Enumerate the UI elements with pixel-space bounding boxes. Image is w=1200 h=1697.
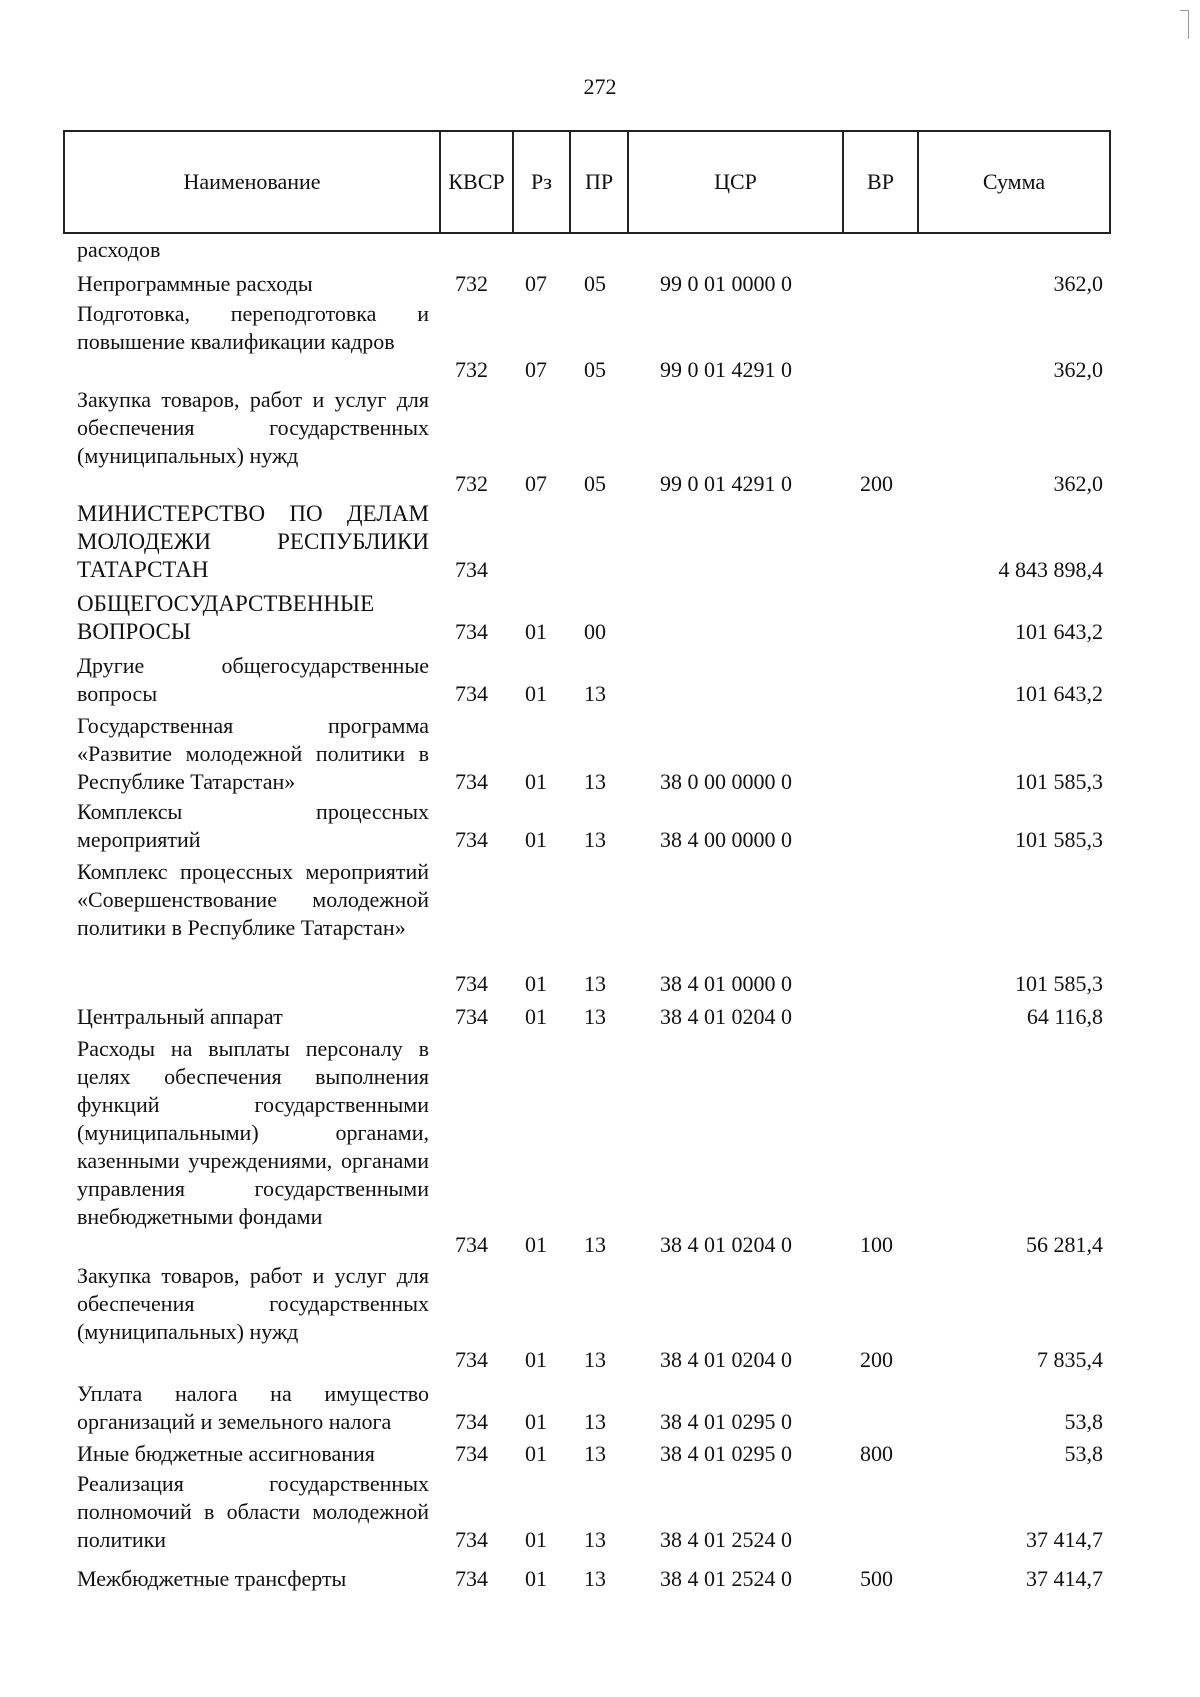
- row-pr: 13: [584, 1441, 606, 1466]
- table-header: [63, 130, 1111, 234]
- column-header-name: Наименование: [65, 132, 441, 232]
- table-row: [0, 500, 1200, 584]
- row-pr: 13: [584, 1566, 606, 1591]
- row-pr: 05: [584, 471, 606, 496]
- table-row: [0, 236, 1200, 264]
- column-header-kvsr: КВСР: [441, 132, 514, 232]
- row-pr: 13: [584, 769, 606, 794]
- row-sum: 37 414,7: [1026, 1566, 1103, 1591]
- row-pr: 13: [584, 971, 606, 996]
- row-kvsr: 734: [455, 1527, 488, 1552]
- row-rz: 01: [525, 1004, 547, 1029]
- row-sum: 362,0: [1053, 271, 1103, 296]
- table-row: [0, 1380, 1200, 1436]
- table-row: [0, 858, 1200, 998]
- row-kvsr: 734: [455, 557, 488, 582]
- row-sum: 56 281,4: [1026, 1232, 1103, 1257]
- table-row: [0, 1262, 1200, 1374]
- table-row: [0, 300, 1200, 384]
- row-pr: 00: [584, 619, 606, 644]
- row-pr: 13: [584, 1409, 606, 1434]
- row-csr: 38 4 01 0000 0: [660, 971, 792, 996]
- row-name: Комплексы процессных мероприятий: [77, 799, 429, 852]
- row-name: Комплекс процессных мероприятий «Совершенствование молодежной политики в Республике Татарстан»: [77, 859, 429, 940]
- row-vr: 800: [860, 1441, 893, 1466]
- row-pr: 13: [584, 827, 606, 852]
- table-row: [0, 1565, 1200, 1593]
- row-pr: 13: [584, 681, 606, 706]
- row-csr: 38 4 00 0000 0: [660, 827, 792, 852]
- row-kvsr: 732: [455, 271, 488, 296]
- row-sum: 362,0: [1053, 357, 1103, 382]
- row-rz: 01: [525, 971, 547, 996]
- row-sum: 362,0: [1053, 471, 1103, 496]
- row-kvsr: 734: [455, 1004, 488, 1029]
- row-rz: 01: [525, 681, 547, 706]
- column-header-sum: Сумма: [982, 169, 1046, 194]
- row-pr: 13: [584, 1347, 606, 1372]
- row-sum: 101 585,3: [1015, 971, 1103, 996]
- table-row: [0, 386, 1200, 498]
- column-header-rz: Рз: [514, 132, 571, 232]
- row-kvsr: 734: [455, 1347, 488, 1372]
- row-name: Закупка товаров, работ и услуг для обеспечения государственных (муниципальных) нужд: [77, 1263, 429, 1344]
- row-name: Государственная программа «Развитие молодежной политики в Республике Татарстан»: [77, 713, 429, 794]
- table-row: [0, 652, 1200, 708]
- row-csr: 99 0 01 4291 0: [660, 471, 792, 496]
- table-row: [0, 270, 1200, 298]
- row-kvsr: 734: [455, 827, 488, 852]
- row-kvsr: 734: [455, 971, 488, 996]
- row-pr: 05: [584, 357, 606, 382]
- row-csr: 38 4 01 0295 0: [660, 1409, 792, 1434]
- row-sum: 7 835,4: [1037, 1347, 1103, 1372]
- row-csr: 38 4 01 0204 0: [660, 1347, 792, 1372]
- row-kvsr: 734: [455, 1566, 488, 1591]
- table-row: [0, 712, 1200, 796]
- row-rz: 01: [525, 769, 547, 794]
- table-row: [0, 1003, 1200, 1031]
- row-vr: 200: [860, 471, 893, 496]
- row-sum: 101 585,3: [1015, 769, 1103, 794]
- row-name: Межбюджетные трансферты: [77, 1566, 347, 1591]
- row-kvsr: 734: [455, 619, 488, 644]
- row-kvsr: 732: [455, 471, 488, 496]
- row-rz: 01: [525, 619, 547, 644]
- row-name: Уплата налога на имущество организаций и земельного налога: [77, 1381, 429, 1434]
- page-number: 272: [583, 74, 617, 99]
- column-header-vr: ВР: [844, 132, 919, 232]
- row-name: Другие общегосударственные вопросы: [77, 653, 429, 706]
- table-row: [0, 1470, 1200, 1554]
- row-rz: 01: [525, 1566, 547, 1591]
- row-name: Центральный аппарат: [77, 1004, 283, 1029]
- row-sum: 101 643,2: [1015, 619, 1103, 644]
- row-name: МИНИСТЕРСТВО ПО ДЕЛАМ МОЛОДЕЖИ РЕСПУБЛИКИ ТАТАРСТАН: [77, 501, 429, 582]
- column-header-pr: ПР: [571, 132, 629, 232]
- row-sum: 101 643,2: [1015, 681, 1103, 706]
- table-row: [0, 590, 1200, 646]
- row-name: Закупка товаров, работ и услуг для обеспечения государственных (муниципальных) нужд: [77, 387, 429, 468]
- row-kvsr: 734: [455, 1441, 488, 1466]
- row-name: Непрограммные расходы: [77, 271, 313, 296]
- table-row: [0, 1035, 1200, 1259]
- row-pr: 05: [584, 271, 606, 296]
- row-sum: 101 585,3: [1015, 827, 1103, 852]
- corner-mark: [1180, 10, 1189, 39]
- row-csr: 38 0 00 0000 0: [660, 769, 792, 794]
- row-rz: 01: [525, 1347, 547, 1372]
- row-pr: 13: [584, 1527, 606, 1552]
- row-sum: 37 414,7: [1026, 1527, 1103, 1552]
- row-kvsr: 734: [455, 769, 488, 794]
- row-pr: 13: [584, 1232, 606, 1257]
- row-vr: 200: [860, 1347, 893, 1372]
- row-kvsr: 734: [455, 1232, 488, 1257]
- row-rz: 07: [525, 271, 547, 296]
- row-rz: 01: [525, 1232, 547, 1257]
- table-row: [0, 798, 1200, 854]
- row-kvsr: 732: [455, 357, 488, 382]
- row-rz: 01: [525, 1441, 547, 1466]
- row-kvsr: 734: [455, 681, 488, 706]
- row-csr: 38 4 01 0204 0: [660, 1232, 792, 1257]
- row-rz: 01: [525, 1527, 547, 1552]
- row-vr: 500: [860, 1566, 893, 1591]
- row-name: ОБЩЕГОСУДАРСТВЕННЫЕ ВОПРОСЫ: [77, 591, 375, 644]
- table-row: [0, 1440, 1200, 1468]
- row-name: Подготовка, переподготовка и повышение квалификации кадров: [77, 301, 429, 354]
- row-csr: 38 4 01 0295 0: [660, 1441, 792, 1466]
- row-csr: 99 0 01 0000 0: [660, 271, 792, 296]
- row-rz: 01: [525, 827, 547, 852]
- column-header-csr: ЦСР: [629, 132, 844, 232]
- row-csr: 38 4 01 2524 0: [660, 1566, 792, 1591]
- row-sum: 64 116,8: [1026, 1004, 1103, 1029]
- row-sum: 4 843 898,4: [998, 557, 1103, 582]
- row-name: Иные бюджетные ассигнования: [77, 1441, 375, 1466]
- row-vr: 100: [860, 1232, 893, 1257]
- row-csr: 38 4 01 0204 0: [660, 1004, 792, 1029]
- row-csr: 38 4 01 2524 0: [660, 1527, 792, 1552]
- row-rz: 07: [525, 357, 547, 382]
- row-sum: 53,8: [1064, 1409, 1103, 1434]
- row-kvsr: 734: [455, 1409, 488, 1434]
- row-rz: 01: [525, 1409, 547, 1434]
- row-rz: 07: [525, 471, 547, 496]
- row-csr: 99 0 01 4291 0: [660, 357, 792, 382]
- row-name: Расходы на выплаты персоналу в целях обеспечения выполнения функций государственными (муниципальными) органами, казенными учреждениями, органами управления государственными внебюджетными фондами: [77, 1036, 429, 1229]
- row-pr: 13: [584, 1004, 606, 1029]
- row-name: расходов: [77, 237, 161, 262]
- row-name: Реализация государственных полномочий в области молодежной политики: [77, 1471, 429, 1552]
- row-sum: 53,8: [1064, 1441, 1103, 1466]
